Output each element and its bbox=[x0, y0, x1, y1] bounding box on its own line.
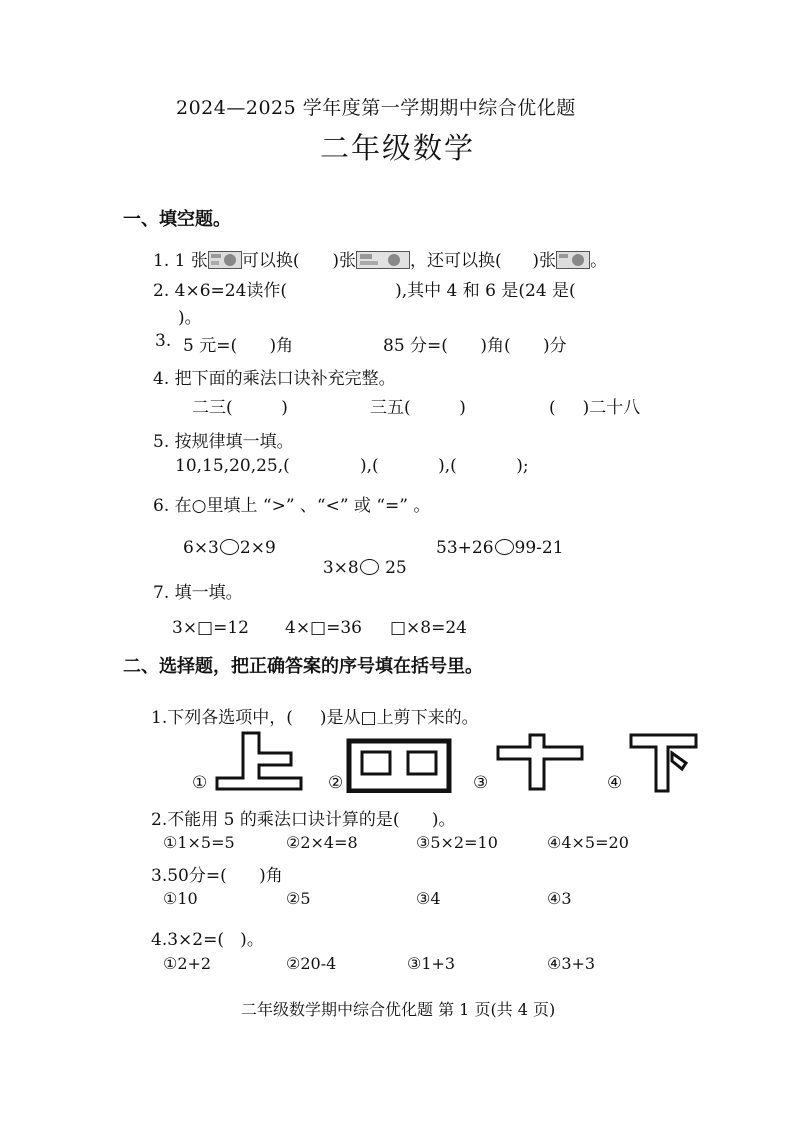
q6-row bbox=[153, 491, 430, 516]
q6-2-right: 25 bbox=[379, 558, 407, 578]
q4-number: 4. bbox=[153, 369, 170, 389]
page-footer: 二年级数学期中综合优化题 第 1 页(共 4 页) bbox=[241, 1000, 556, 1019]
shape-xia-cutout-icon bbox=[628, 731, 700, 793]
s2-q3-option-1: ①10 bbox=[163, 889, 198, 908]
banknote-100-icon bbox=[208, 251, 242, 269]
q6-3-right: 99-21 bbox=[514, 538, 564, 558]
banknote-50-icon bbox=[356, 251, 410, 269]
s2-q3-text: 3.50分=( )角 bbox=[151, 866, 283, 886]
q6-1-left: 6×3 bbox=[183, 538, 219, 558]
q2-row bbox=[153, 276, 576, 301]
q4-text: 把下面的乘法口诀补充完整。 bbox=[174, 369, 396, 389]
s2-q3-option-4: ④3 bbox=[547, 889, 572, 908]
exam-subtitle: 二年级数学 bbox=[320, 131, 476, 165]
q1-text-e: )张 bbox=[532, 251, 557, 271]
q2-number: 2. bbox=[153, 281, 170, 301]
q6-compare-1 bbox=[183, 538, 276, 558]
q2-line1: 4×6=24读作( ),其中 4 和 6 是(24 是( bbox=[174, 281, 576, 301]
s2-q3-option-3: ③4 bbox=[416, 889, 441, 908]
shape-zhong-cutout-icon bbox=[346, 735, 452, 793]
q4-row bbox=[153, 364, 396, 389]
s2-q3-option-2: ②5 bbox=[286, 889, 311, 908]
q7-row bbox=[153, 578, 243, 603]
section2-heading: 二、选择题，把正确答案的序号填在括号里。 bbox=[123, 656, 483, 677]
s2-q1-label-1: ① bbox=[192, 773, 208, 793]
q6-1-right: 2×9 bbox=[239, 538, 276, 558]
q6-3-left: 53+26 bbox=[436, 538, 494, 558]
q5-number: 5. bbox=[153, 432, 170, 452]
q4-item-2: 三五( ) bbox=[370, 398, 466, 418]
q6-compare-2 bbox=[312, 538, 407, 578]
q6-number: 6. bbox=[153, 496, 170, 516]
s2-q2-option-3: ③5×2=10 bbox=[416, 833, 498, 852]
q5-row bbox=[153, 427, 294, 452]
q1-text-c: )张 bbox=[332, 251, 356, 271]
q7-number: 7. bbox=[153, 583, 170, 603]
q1-text-d: ，还可以换( bbox=[409, 251, 502, 271]
s2-q4-option-2: ②20-4 bbox=[286, 954, 337, 973]
s2-q1-text: 1.下列各选项中，( )是从□上剪下来的。 bbox=[151, 708, 479, 728]
q6-text: 在○里填上 “>” 、“<” 或 “=” 。 bbox=[174, 496, 431, 516]
s2-q4-option-4: ④3+3 bbox=[547, 954, 596, 973]
q1-number: 1. bbox=[153, 251, 170, 271]
circle-blank-icon[interactable] bbox=[495, 539, 514, 555]
circle-blank-icon[interactable] bbox=[360, 559, 379, 575]
circle-blank-icon[interactable] bbox=[220, 539, 239, 555]
s2-q1-label-4: ④ bbox=[607, 773, 623, 793]
q1-text-f: 。 bbox=[590, 251, 608, 271]
q5-sequence: 10,15,20,25,( ),( ),( ); bbox=[175, 456, 529, 476]
s2-q1-label-2: ② bbox=[328, 773, 344, 793]
q3-number: 3. bbox=[155, 331, 172, 351]
s2-q4-text: 4.3×2=( )。 bbox=[151, 930, 264, 950]
q2-line2: )。 bbox=[178, 308, 202, 328]
s2-q4-option-3: ③1+3 bbox=[407, 954, 456, 973]
banknote-10-icon bbox=[556, 251, 590, 269]
q7-item-2: 4×□=36 bbox=[285, 618, 362, 638]
s2-q4-option-1: ①2+2 bbox=[163, 954, 212, 973]
q6-compare-3 bbox=[436, 538, 564, 558]
q3-part-a: 5 元=( )角 bbox=[183, 336, 294, 356]
shape-shi-cutout-icon bbox=[494, 733, 586, 791]
s2-q2-option-2: ②2×4=8 bbox=[286, 833, 358, 852]
s2-q2-text: 2.不能用 5 的乘法口诀计算的是( )。 bbox=[151, 810, 456, 830]
q1-row bbox=[153, 246, 607, 271]
q5-text: 按规律填一填。 bbox=[174, 432, 294, 452]
section1-heading: 一、填空题。 bbox=[123, 209, 231, 230]
q6-2-left: 3×8 bbox=[322, 558, 359, 578]
q3-part-b: 85 分=( )角( )分 bbox=[383, 336, 567, 356]
q7-item-1: 3×□=12 bbox=[172, 618, 249, 638]
q4-item-1: 二三( ) bbox=[192, 398, 288, 418]
q7-item-3: □×8=24 bbox=[390, 618, 467, 638]
q1-text-a: 1 张 bbox=[174, 251, 208, 271]
s2-q2-option-1: ①1×5=5 bbox=[163, 833, 235, 852]
shape-shang-cutout-icon bbox=[213, 731, 305, 791]
s2-q1-label-3: ③ bbox=[473, 773, 489, 793]
exam-title: 2024—2025 学年度第一学期期中综合优化题 bbox=[176, 97, 576, 119]
q1-text-b: 可以换( bbox=[241, 251, 300, 271]
q7-text: 填一填。 bbox=[174, 583, 243, 603]
s2-q2-option-4: ④4×5=20 bbox=[547, 833, 629, 852]
q4-item-3: ( )二十八 bbox=[549, 398, 641, 418]
